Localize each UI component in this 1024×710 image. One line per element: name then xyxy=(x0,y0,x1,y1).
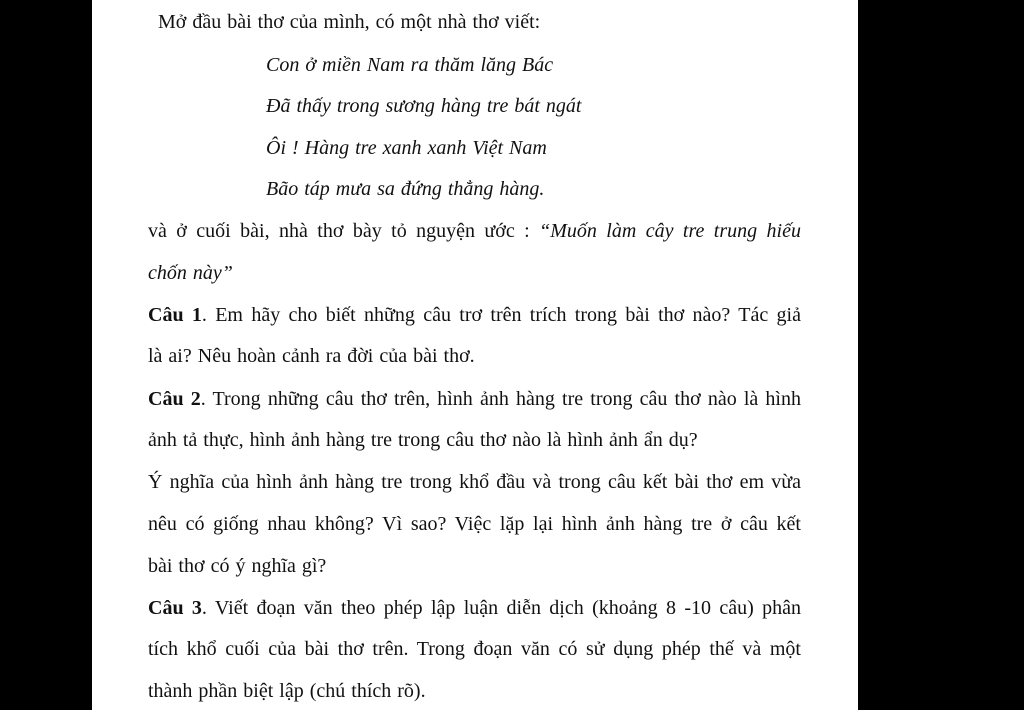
question-2-line-1 xyxy=(148,389,801,409)
question-3-text: . Viết đoạn văn theo phép lập luận diễn dịch (khoảng 8 -10 câu) phân xyxy=(201,597,801,619)
question-1-text: . Em hãy cho biết những câu trơ trên trích trong bài thơ nào? Tác giả xyxy=(201,304,801,326)
question-2-label: Câu 2 xyxy=(148,388,201,410)
question-2-line-5: bài thơ có ý nghĩa gì? xyxy=(148,555,327,577)
intro-line: Mở đầu bài thơ của mình, có một nhà thơ viết: xyxy=(158,11,541,33)
verse-line-1: Con ở miền Nam ra thăm lăng Bác xyxy=(266,54,554,76)
question-3-line-2: tích khổ cuối của bài thơ trên. Trong đoạn văn có sử dụng phép thế và một xyxy=(148,638,801,660)
question-2-line-4: nêu có giống nhau không? Vì sao? Việc lặp lại hình ảnh hàng tre ở câu kết xyxy=(148,513,801,535)
ending-text: và ở cuối bài, nhà thơ bày tỏ nguyện ước : xyxy=(148,220,540,242)
question-3-line-1 xyxy=(148,598,801,618)
ending-quote-end: chốn này” xyxy=(148,262,233,284)
ending-quote-start: “Muốn làm cây tre trung hiếu xyxy=(539,220,801,242)
verse-line-4: Bão táp mưa sa đứng thẳng hàng. xyxy=(266,178,545,200)
ending-line-1 xyxy=(148,221,801,241)
question-3-label: Câu 3 xyxy=(148,597,202,619)
verse-line-2: Đã thấy trong sương hàng tre bát ngát xyxy=(266,95,582,117)
question-2-line-2: ảnh tả thực, hình ảnh hàng tre trong câu thơ nào là hình ảnh ẩn dụ? xyxy=(148,429,698,451)
question-1-line-1 xyxy=(148,305,801,325)
question-1-line-2: là ai? Nêu hoàn cảnh ra đời của bài thơ. xyxy=(148,345,475,367)
document-page xyxy=(92,0,858,710)
question-2-line-3: Ý nghĩa của hình ảnh hàng tre trong khổ đầu và trong câu kết bài thơ em vừa xyxy=(148,471,801,493)
question-2-text: . Trong những câu thơ trên, hình ảnh hàng tre trong câu thơ nào là hình xyxy=(200,388,801,410)
question-1-label: Câu 1 xyxy=(148,304,202,326)
verse-line-3: Ôi ! Hàng tre xanh xanh Việt Nam xyxy=(266,137,547,159)
question-3-line-3: thành phần biệt lập (chú thích rõ). xyxy=(148,680,426,702)
